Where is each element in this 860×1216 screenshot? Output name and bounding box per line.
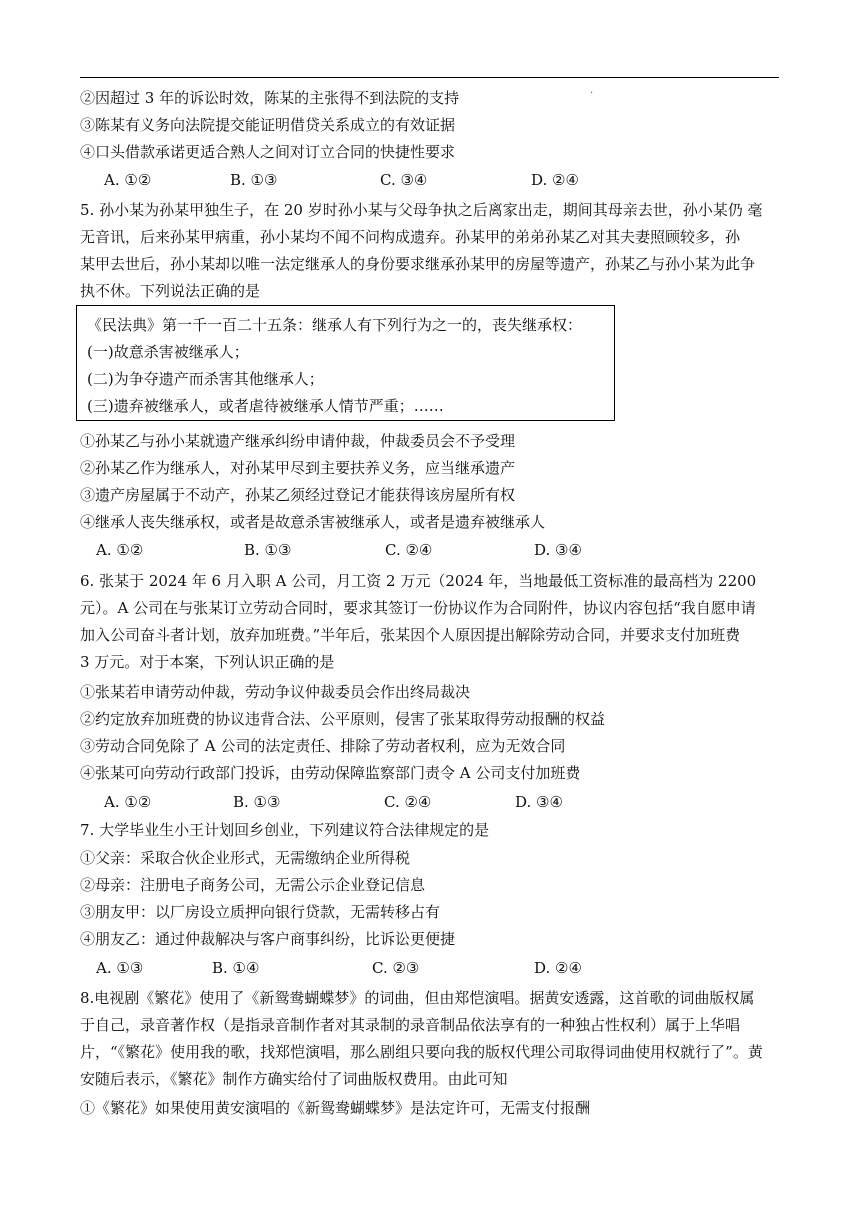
q6-statement-4: ④张某可向劳动行政部门投诉，由劳动保障监察部门责令 A 公司支付加班费 [80,764,581,782]
q6-option-c[interactable]: C. ②④ [384,793,432,811]
q6-option-b[interactable]: B. ①③ [233,793,281,811]
q7-statement-4: ④朋友乙：通过仲裁解决与客户商事纠纷，比诉讼更便捷 [80,930,456,948]
q5-stem-line-2: 无音讯，后来孙某甲病重，孙小某均不闻不问构成遗弃。孙某甲的弟弟孙某乙对其夫妻照顾较多，孙 [80,228,741,246]
q5-statement-4: ④继承人丧失继承权，或者是故意杀害被继承人，或者是遗弃被继承人 [80,513,546,531]
q6-stem-line-2: 元）。A 公司在与张某订立劳动合同时，要求其签订一份协议作为合同附件，协议内容包括“我自愿申请 [80,599,756,617]
civil-code-quote-box [76,305,615,421]
quote-line-1: 《民法典》第一千一百二十五条：继承人有下列行为之一的，丧失继承权： [87,316,583,334]
quote-line-3: (二)为争夺遗产而杀害其他继承人； [87,370,324,388]
q6-statement-3: ③劳动合同免除了 A 公司的法定责任、排除了劳动者权利，应为无效合同 [80,737,566,755]
quote-line-2: (一)故意杀害被继承人； [87,343,249,361]
q4-option-c[interactable]: C. ③④ [380,171,428,189]
q5-option-d[interactable]: D. ③④ [534,541,582,559]
q7-statement-1: ①父亲：采取合伙企业形式，无需缴纳企业所得税 [80,849,411,867]
q7-option-d[interactable]: D. ②④ [534,959,582,977]
q6-stem-line-1: 6. 张某于 2024 年 6 月入职 A 公司，月工资 2 万元（2024 年，当地最低工资标准的最高档为 2200 [80,572,757,590]
q8-stem-line-3: 片，“《繁花》使用我的歌，找郑恺演唱，那么剧组只要向我的版权代理公司取得词曲使用权就行了”。黄 [80,1043,763,1061]
q5-option-a[interactable]: A. ①② [96,541,144,559]
q7-option-a[interactable]: A. ①③ [96,959,144,977]
quote-line-4: (三)遗弃被继承人，或者虐待被继承人情节严重；…… [87,397,444,415]
q7-statement-3: ③朋友甲：以厂房设立质押向银行贷款，无需转移占有 [80,903,441,921]
q4-statement-3: ③陈某有义务向法院提交能证明借贷关系成立的有效证据 [80,116,456,134]
q6-stem-line-4: 3 万元。对于本案，下列认识正确的是 [80,653,335,671]
q5-statement-3: ③遗产房屋属于不动产，孙某乙须经过登记才能获得该房屋所有权 [80,486,516,504]
q7-option-c[interactable]: C. ②③ [372,959,420,977]
q6-statement-1: ①张某若申请劳动仲裁，劳动争议仲裁委员会作出终局裁决 [80,683,471,701]
q7-stem: 7. 大学毕业生小王计划回乡创业，下列建议符合法律规定的是 [80,821,490,839]
q8-stem-line-1: 8.电视剧《繁花》使用了《新鸳鸯蝴蝶梦》的词曲，但由郑恺演唱。据黄安透露，这首歌的词曲版权属 [80,989,755,1007]
q7-statement-2: ②母亲：注册电子商务公司，无需公示企业登记信息 [80,876,426,894]
q6-option-a[interactable]: A. ①② [104,793,152,811]
q5-stem-line-1: 5. 孙小某为孙某甲独生子，在 20 岁时孙小某与父母争执之后离家出走，期间其母亲去世，孙小某仍 毫 [80,201,763,219]
q4-statement-2: ②因超过 3 年的诉讼时效，陈某的主张得不到法院的支持 [80,89,460,107]
q4-option-d[interactable]: D. ②④ [531,171,579,189]
q5-stem-line-3: 某甲去世后，孙小某却以唯一法定继承人的身份要求继承孙某甲的房屋等遗产，孙某乙与孙小某为此争 [80,255,756,273]
q5-option-c[interactable]: C. ②④ [385,541,433,559]
q6-statement-2: ②约定放弃加班费的协议违背合法、公平原则，侵害了张某取得劳动报酬的权益 [80,710,606,728]
header-rule [80,77,779,78]
q5-stem-line-4: 执不休。下列说法正确的是 [80,282,261,300]
stray-mark: · [590,88,594,99]
q8-stem-line-4: 安随后表示，《繁花》制作方确实给付了词曲版权费用。由此可知 [80,1070,508,1088]
q4-statement-4: ④口头借款承诺更适合熟人之间对订立合同的快捷性要求 [80,143,456,161]
q5-statement-2: ②孙某乙作为继承人，对孙某甲尽到主要扶养义务，应当继承遗产 [80,459,516,477]
q6-stem-line-3: 加入公司奋斗者计划，放弃加班费。”半年后，张某因个人原因提出解除劳动合同，并要求支付加班费 [80,626,741,644]
q5-option-b[interactable]: B. ①③ [244,541,292,559]
q4-option-a[interactable]: A. ①② [104,171,152,189]
q5-statement-1: ①孙某乙与孙小某就遗产继承纠纷申请仲裁，仲裁委员会不予受理 [80,432,516,450]
q8-statement-1: ①《繁花》如果使用黄安演唱的《新鸳鸯蝴蝶梦》是法定许可，无需支付报酬 [80,1099,591,1117]
q8-stem-line-2: 于自己，录音著作权（是指录音制作者对其录制的录音制品依法享有的一种独占性权利）属于上华唱 [80,1016,741,1034]
q7-option-b[interactable]: B. ①④ [212,959,260,977]
q6-option-d[interactable]: D. ③④ [515,793,563,811]
q4-option-b[interactable]: B. ①③ [230,171,278,189]
